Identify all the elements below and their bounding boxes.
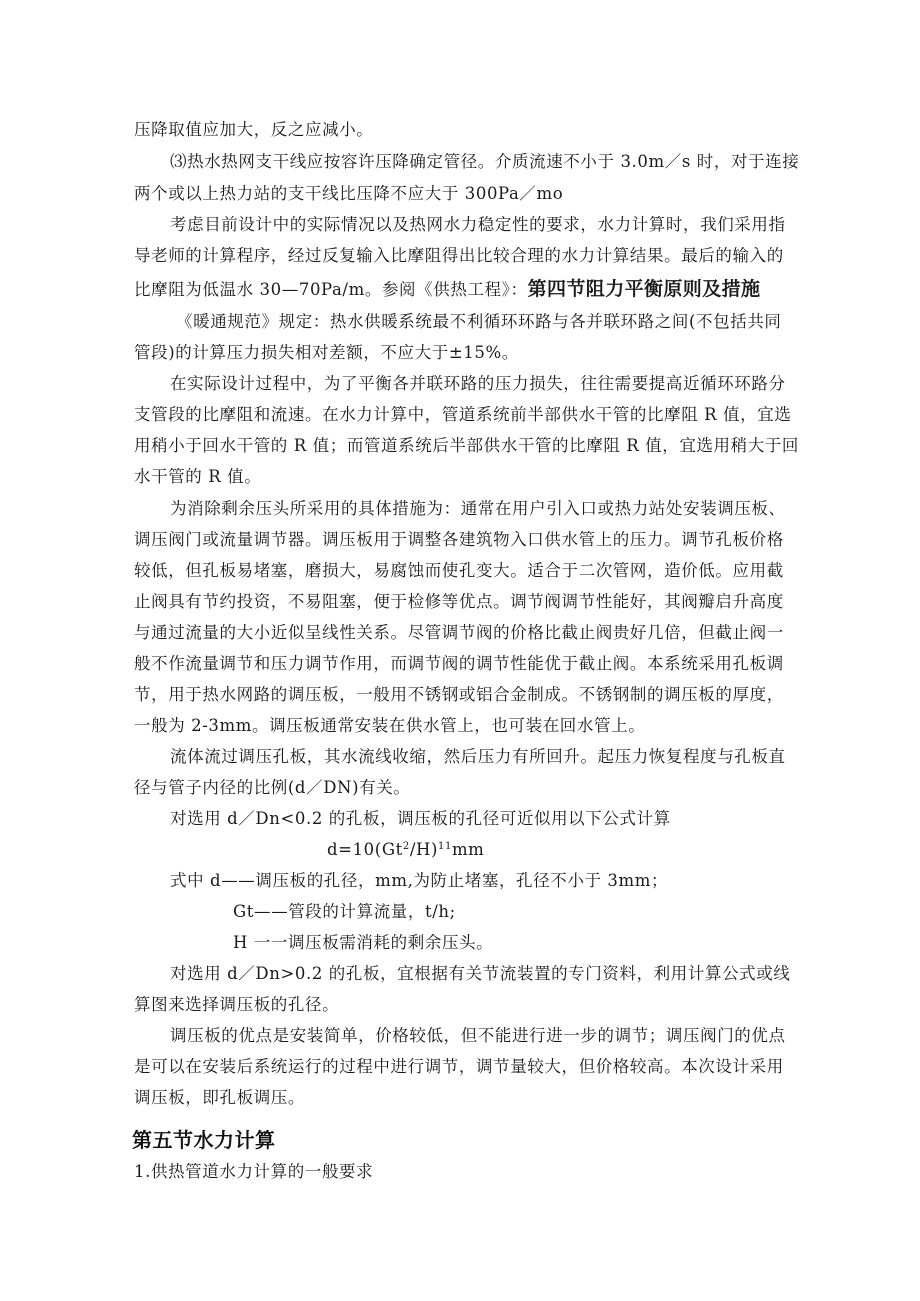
text-line: 较低，但孔板易堵塞，磨损大，易腐蚀而使孔变大。适合于二次管网，造价低。应用截 (134, 561, 784, 580)
text-line: 考虑目前设计中的实际情况以及热网水力稳定性的要求，水力计算时，我们采用指 (170, 215, 786, 234)
text-line: 是可以在安装后系统运行的过程中进行调节，调节量较大，但价格较高。本次设计采用 (134, 1057, 784, 1076)
text-line: ⑶热水热网支干线应按容许压降确定管径。介质流速不小于 3.0m／s 时，对于连接 (170, 152, 800, 171)
text-line: 流体流过调压孔板，其水流线收缩，然后压力有所回升。起压力恢复程度与孔板直 (170, 747, 786, 766)
text-line: 般不作流量调节和压力调节作用，而调节阀的调节性能优于截止阀。本系统采用孔板调 (134, 654, 784, 673)
text-line: 对选用 d／Dn<0.2 的孔板，调压板的孔径可近似用以下公式计算 (170, 809, 671, 828)
text-line: 式中 d——调压板的孔径，mm,为防止堵塞，孔径不小于 3mm； (170, 871, 669, 890)
text-line: 管段)的计算压力损失相对差额，不应大于±15%。 (134, 343, 519, 362)
text-line: 在实际设计过程中，为了平衡各并联环路的压力损失，往往需要提高近循环环路分 (170, 374, 786, 393)
formula (327, 840, 484, 860)
text-line: 一般为 2-3mm。调压板通常安装在供水管上，也可装在回水管上。 (134, 716, 646, 735)
text-line: 与通过流量的大小近似呈线性关系。尽管调节阀的价格比截止阀贵好几倍，但截止阀一 (134, 623, 784, 642)
text-line: 导老师的计算程序，经过反复输入比摩阻得出比较合理的水力计算结果。最后的输入的 (134, 246, 784, 265)
formula-superscript: 11 (438, 841, 452, 852)
text-line: 对选用 d／Dn>0.2 的孔板，宜根据有关节流装置的专门资料，利用计算公式或线 (170, 964, 791, 983)
text-line: 算图来选择调压板的孔径。 (134, 995, 340, 1014)
text-line: 《暖通规范》规定：热水供暖系统最不利循环环路与各并联环路之间(不包括共同 (176, 312, 782, 331)
section-heading-5: 第五节水力计算 (132, 1128, 276, 1152)
text-line: 用稍小于回水干管的 R 值；而管道系统后半部供水干管的比摩阻 R 值，宜选用稍大于回 (134, 436, 800, 455)
text-line: 节，用于热水网路的调压板，一般用不锈钢或铝合金制成。不锈钢制的调压板的厚度， (134, 685, 784, 704)
text-line: H 一一调压板需消耗的剩余压头。 (233, 933, 494, 952)
text-line: 水干管的 R 值。 (134, 467, 262, 486)
section-heading-4: 第四节阻力平衡原则及措施 (527, 278, 761, 300)
text-line: 1.供热管道水力计算的一般要求 (134, 1162, 374, 1181)
text-line: 调压板的优点是安装简单，价格较低，但不能进行进一步的调节；调压阀门的优点 (170, 1026, 786, 1045)
formula-part: d=10(Gt (327, 840, 403, 859)
formula-part: mm (451, 840, 485, 859)
text-line: 为消除剩余压头所采用的具体措施为：通常在用户引入口或热力站处安装调压板、 (170, 499, 786, 518)
text-fragment: 比摩阻为低温水 30—70Pa/m。参阅《供热工程》： (134, 280, 528, 299)
formula-part: /H) (409, 840, 438, 859)
text-line: 调压板，即孔板调压。 (134, 1088, 305, 1107)
text-line: 调压阀门或流量调节器。调压板用于调整各建筑物入口供水管上的压力。调节孔板价格 (134, 530, 784, 549)
text-line: 支管段的比摩阻和流速。在水力计算中，管道系统前半部供水干管的比摩阻 R 值，宜选 (134, 405, 792, 424)
text-line: 止阀具有节约投资，不易阻塞，便于检修等优点。调节阀调节性能好，其阀瓣启升高度 (134, 592, 784, 611)
text-line: Gt——管段的计算流量，t/h; (233, 902, 456, 921)
text-line-with-heading (134, 279, 760, 300)
text-line: 径与管子内径的比例(d／DN)有关。 (134, 778, 411, 797)
formula-superscript: 2 (402, 841, 410, 852)
text-line: 压降取值应加大，反之应减小。 (134, 120, 374, 139)
text-line: 两个或以上热力站的支干线比压降不应大于 300Pa／mo (134, 184, 564, 203)
